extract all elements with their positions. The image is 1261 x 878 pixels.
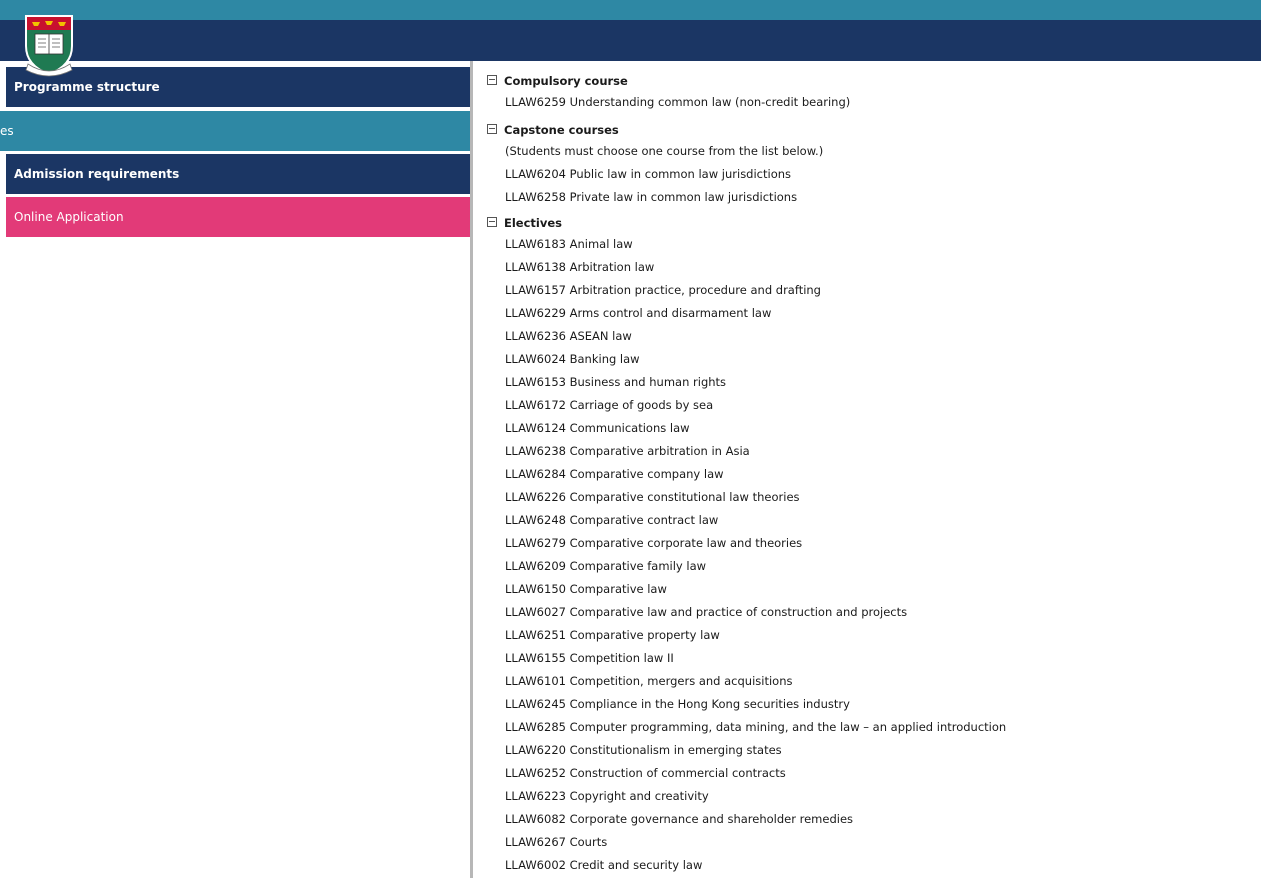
section-title: Compulsory course	[504, 74, 628, 88]
programme-structure-button[interactable]: Programme structure	[6, 67, 470, 107]
course-item: LLAW6284 Comparative company law	[505, 467, 724, 481]
collapse-minus-icon[interactable]	[487, 217, 497, 227]
course-item: LLAW6251 Comparative property law	[505, 628, 720, 642]
section-compulsory	[487, 70, 1247, 92]
top-accent-bar	[0, 0, 1261, 20]
course-item: LLAW6082 Corporate governance and shareholder remedies	[505, 812, 854, 826]
course-item: LLAW6204 Public law in common law jurisdictions	[505, 167, 792, 181]
header-bar	[0, 20, 1261, 61]
course-item: LLAW6124 Communications law	[505, 421, 690, 435]
course-item: LLAW6252 Construction of commercial contracts	[505, 766, 786, 780]
course-item: LLAW6258 Private law in common law jurisdictions	[505, 190, 798, 204]
courses-button[interactable]: es	[0, 111, 470, 151]
course-item: LLAW6220 Constitutionalism in emerging states	[505, 743, 782, 757]
course-item: LLAW6024 Banking law	[505, 352, 640, 366]
course-item: LLAW6002 Credit and security law	[505, 858, 703, 872]
course-item: LLAW6245 Compliance in the Hong Kong securities industry	[505, 697, 850, 711]
course-item: LLAW6226 Comparative constitutional law theories	[505, 490, 800, 504]
course-item: LLAW6229 Arms control and disarmament law	[505, 306, 772, 320]
online-application-button[interactable]: Online Application	[6, 197, 470, 237]
course-item: LLAW6153 Business and human rights	[505, 375, 727, 389]
course-list-panel	[487, 67, 1247, 878]
course-item: LLAW6150 Comparative law	[505, 582, 667, 596]
course-item: LLAW6172 Carriage of goods by sea	[505, 398, 714, 412]
column-divider	[470, 61, 473, 878]
admission-requirements-button[interactable]: Admission requirements	[6, 154, 470, 194]
course-item: LLAW6267 Courts	[505, 835, 608, 849]
university-crest-logo[interactable]	[22, 12, 76, 78]
section-electives	[487, 212, 1247, 234]
section-title: Electives	[504, 216, 562, 230]
course-item: LLAW6285 Computer programming, data mining, and the law – an applied introduction	[505, 720, 1007, 734]
course-item: LLAW6183 Animal law	[505, 237, 633, 251]
course-item: LLAW6259 Understanding common law (non-credit bearing)	[505, 95, 851, 109]
collapse-minus-icon[interactable]	[487, 75, 497, 85]
course-item: LLAW6027 Comparative law and practice of construction and projects	[505, 605, 908, 619]
section-capstone	[487, 119, 1247, 141]
course-item: LLAW6155 Competition law II	[505, 651, 674, 665]
collapse-minus-icon[interactable]	[487, 124, 497, 134]
course-item: LLAW6138 Arbitration law	[505, 260, 655, 274]
course-item: LLAW6279 Comparative corporate law and theories	[505, 536, 803, 550]
section-note: (Students must choose one course from the list below.)	[505, 144, 824, 158]
course-item: LLAW6238 Comparative arbitration in Asia	[505, 444, 750, 458]
course-item: LLAW6223 Copyright and creativity	[505, 789, 709, 803]
course-item: LLAW6248 Comparative contract law	[505, 513, 719, 527]
section-title: Capstone courses	[504, 123, 619, 137]
course-item: LLAW6101 Competition, mergers and acquisitions	[505, 674, 793, 688]
course-item: LLAW6236 ASEAN law	[505, 329, 632, 343]
left-navigation	[0, 61, 470, 878]
course-item: LLAW6157 Arbitration practice, procedure and drafting	[505, 283, 821, 297]
course-item: LLAW6209 Comparative family law	[505, 559, 707, 573]
